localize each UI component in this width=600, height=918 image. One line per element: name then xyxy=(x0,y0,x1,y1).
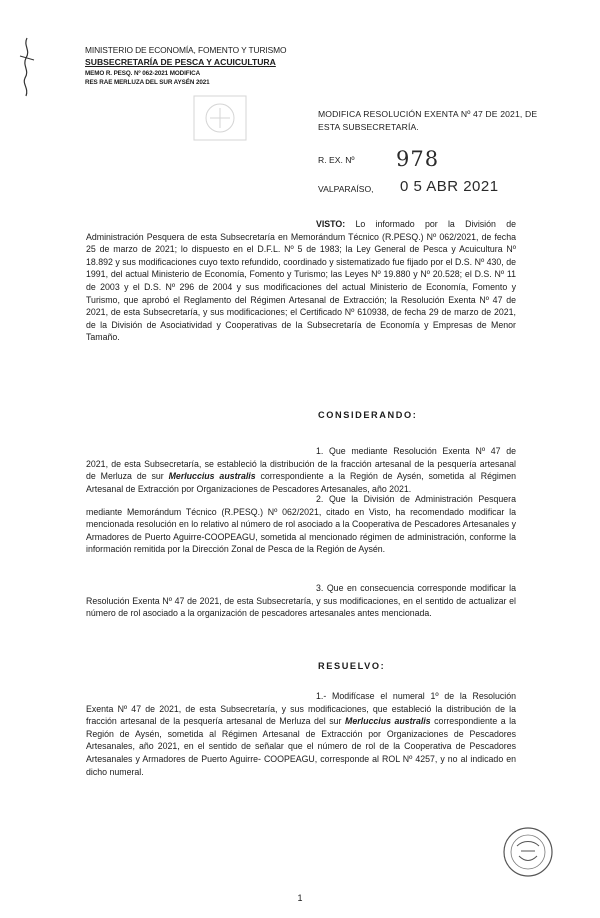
letterhead xyxy=(85,44,286,87)
considerando-paragraph-1: 1. Que mediante Resolución Exenta Nº 47 de 2021, de esta Subsecretaría, se estableció la distribución de la fracción artesanal de la pesquería artesanal de Merluza de sur Merluccius australis correspondiente a la Región de Aysén, sometida al Régimen Artesanal de Extracción por Organizaciones de Pescadores Artesanales, año 2021. xyxy=(86,446,517,494)
considerando-heading: CONSIDERANDO: xyxy=(318,410,418,420)
resolution-reference: RES RAE MERLUZA DEL SUR AYSÉN 2021 xyxy=(85,79,210,86)
resuelvo-heading: RESUELVO: xyxy=(318,661,386,671)
visto-heading: VISTO: xyxy=(316,219,346,229)
considerando-paragraph-3: 3. Que en consecuencia corresponde modificar la Resolución Exenta Nº 47 de 2021, de esta Subsecretaría, y sus modificaciones, en el sentido de actualizar el número de rol asociado a la organización de pescadores artesanales antes mencionada. xyxy=(86,583,516,619)
undersecretariat-name: SUBSECRETARÍA DE PESCA Y ACUICULTURA xyxy=(85,57,276,67)
resolution-label: R. EX. Nº xyxy=(318,155,355,165)
subject-line-2: ESTA SUBSECRETARÍA. xyxy=(318,121,419,132)
ministry-logo xyxy=(190,92,250,144)
place-label: VALPARAÍSO, xyxy=(318,184,374,194)
considerando-paragraph-2: 2. Que la División de Administración Pesquera mediante Memorándum Técnico (R.PESQ.) Nº 062/2021, citado en Visto, ha recomendado modificar la mencionada resolución en lo relativo al número de rol asociado a la Cooperativa de Pescadores Artesanales y Armadores de Puerto Aguirre-COOPEAGU, sometida al mencionado régimen de administración, conforme la información remitida por la Dirección Zonal de Pesca de la Región de Aysén. xyxy=(86,494,516,555)
signature-mark xyxy=(14,36,40,100)
resolution-date: 0 5 ABR 2021 xyxy=(400,178,499,195)
resuelvo-paragraph-1: 1.- Modifícase el numeral 1º de la Resolución Exenta Nº 47 de 2021, de esta Subsecretaría, y sus modificaciones, que estableció la distribución de la fracción artesanal de la pesquería artesanal de Merluza del sur Merluccius australis correspondiente a la Región de Aysén, sometida al Régimen Artesanal de Extracción por Organizaciones de Pescadores Artesanales, año 2021, en el sentido de señalar que el número de rol de la Cooperativa de Pescadores Artesanales y Armadores de Puerto Aguirre- COOPEAGU, corresponde al ROL Nº 4257, y no al indicado en dicho numeral. xyxy=(86,691,516,777)
visto-paragraph xyxy=(86,218,516,344)
ministry-name: MINISTERIO DE ECONOMÍA, FOMENTO Y TURISMO xyxy=(85,45,287,55)
official-stamp xyxy=(497,822,559,882)
document-subject xyxy=(318,108,537,133)
page-number: 1 xyxy=(297,893,303,903)
subject-line-1: MODIFICA RESOLUCIÓN EXENTA Nº 47 DE 2021, DE xyxy=(318,109,538,119)
resolution-number: 978 xyxy=(396,147,440,171)
species-name-2: Merluccius australis xyxy=(345,716,431,727)
visto-text: Lo informado por la División de Administración Pesquera de esta Subsecretaría en Memorándum Técnico (R.PESQ.) Nº 062/2021, de fecha 25 de marzo de 2021; lo dispuesto en el D.F.L. Nº 5 de 1983; la Ley General de Pesca y Acuicultura Nº 18.892 y sus modificaciones cuyo texto refundido, coordinado y sistematizado fue fijado por el D.S. Nº 430, de 1991, del actual Ministerio de Economía, Fomento y Turismo; las Leyes Nº 19.880 y Nº 20.528; el D.S. Nº 11 de 2003 y el D.S. Nº 296 de 2004 y sus modificaciones del actual Ministerio de Economía, Fomento y Turismo, que aprobó el Reglamento del Régimen Artesanal de Extracción; la Resolución Exenta Nº 47 de 2021, de esta Subsecretaría, y sus modificaciones; el Certificado Nº 610938, de fecha 29 de marzo de 2021, de la División de Asociatividad y Cooperativas de la Subsecretaría de Economía y Empresas de Menor Tamaño. xyxy=(86,219,516,343)
memo-reference: MEMO R. PESQ. Nº 062-2021 MODIFICA xyxy=(85,70,201,77)
species-name: Merluccius australis xyxy=(168,471,256,482)
